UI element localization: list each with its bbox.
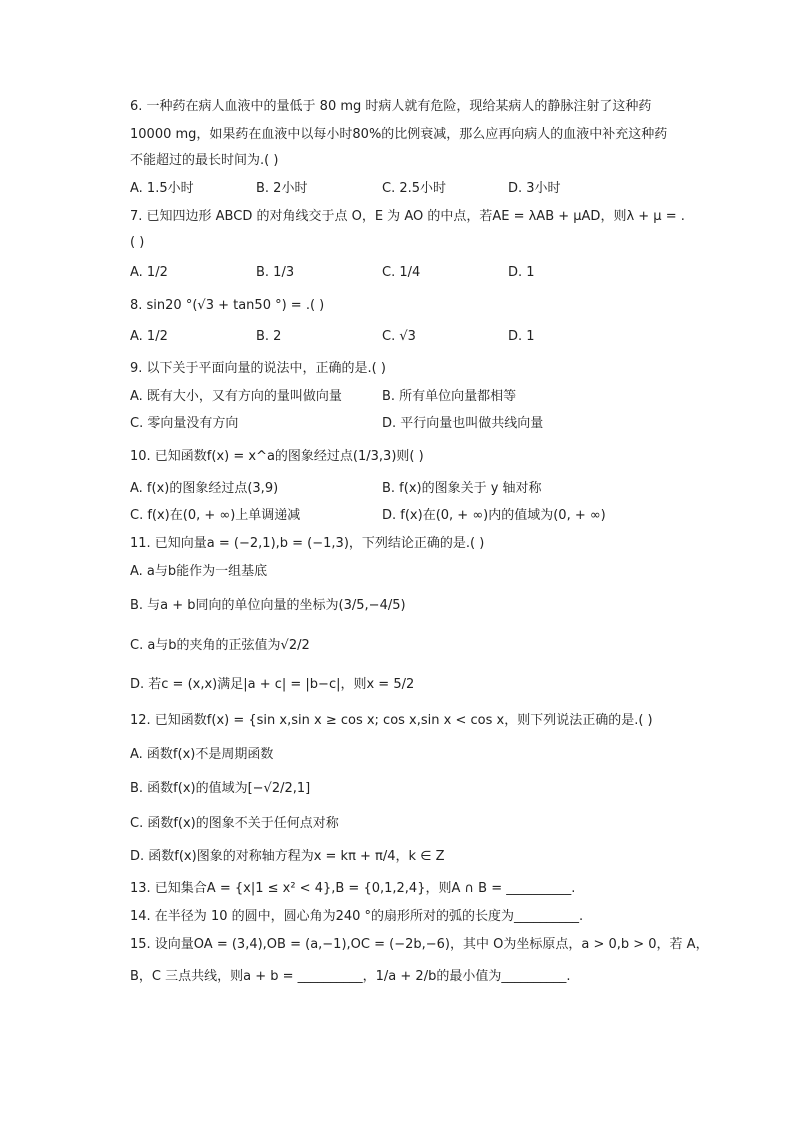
q6-option-d: D. 3小时 (508, 181, 561, 196)
question-13-line-1: 13. 已知集合A = {x|1 ≤ x² < 4},B = {0,1,2,4}，则A ∩ B = __________. (130, 881, 576, 896)
question-12-line-1: 12. 已知函数f(x) = {sin x,sin x ≥ cos x; cos x,sin x < cos x，则下列说法正确的是.( ) (130, 713, 653, 728)
q8-option-b: B. 2 (256, 329, 282, 344)
q8-option-d: D. 1 (508, 329, 535, 344)
q6-option-c: C. 2.5小时 (382, 181, 447, 196)
question-15-line-1: 15. 设向量OA = (3,4),OB = (a,−1),OC = (−2b,−6)，其中 O为坐标原点，a > 0,b > 0，若 A， (130, 937, 709, 952)
q12-option-a: A. 函数f(x)不是周期函数 (130, 747, 274, 762)
question-9-line-1: 9. 以下关于平面向量的说法中，正确的是.( ) (130, 361, 386, 376)
q11-option-a: A. a与b能作为一组基底 (130, 564, 268, 579)
q9-option-a: A. 既有大小，又有方向的量叫做向量 (130, 389, 342, 404)
question-6-line-1: 6. 一种药在病人血液中的量低于 80 mg 时病人就有危险，现给某病人的静脉注射了这种药 (130, 99, 652, 114)
question-15-line-2: B，C 三点共线，则a + b = __________，1/a + 2/b的最小值为__________. (130, 969, 571, 984)
q12-option-c: C. 函数f(x)的图象不关于任何点对称 (130, 816, 339, 831)
q10-option-d: D. f(x)在(0, + ∞)内的值域为(0, + ∞) (382, 508, 606, 523)
q8-option-a: A. 1/2 (130, 329, 168, 344)
q7-option-d: D. 1 (508, 265, 535, 280)
q10-option-b: B. f(x)的图象关于 y 轴对称 (382, 481, 542, 496)
question-6-line-3: 不能超过的最长时间为.( ) (130, 153, 279, 168)
question-7-line-2: ( ) (130, 235, 145, 250)
q9-option-c: C. 零向量没有方向 (130, 416, 239, 431)
q12-option-b: B. 函数f(x)的值域为[−√2/2,1] (130, 781, 311, 796)
q11-option-d: D. 若c = (x,x)满足|a + c| = |b−c|，则x = 5/2 (130, 677, 415, 692)
question-6-line-2: 10000 mg，如果药在血液中以每小时80%的比例衰减，那么应再向病人的血液中补充这种药 (130, 127, 668, 142)
q10-option-c: C. f(x)在(0, + ∞)上单调递减 (130, 508, 301, 523)
q11-option-c: C. a与b的夹角的正弦值为√2/2 (130, 638, 310, 653)
q7-option-c: C. 1/4 (382, 265, 421, 280)
question-10-line-1: 10. 已知函数f(x) = x^a的图象经过点(1/3,3)则( ) (130, 449, 424, 464)
q11-option-b: B. 与a + b同向的单位向量的坐标为(3/5,−4/5) (130, 598, 406, 613)
q9-option-d: D. 平行向量也叫做共线向量 (382, 416, 544, 431)
q6-option-b: B. 2小时 (256, 181, 308, 196)
question-11-line-1: 11. 已知向量a = (−2,1),b = (−1,3)，下列结论正确的是.( ) (130, 536, 485, 551)
question-7-line-1: 7. 已知四边形 ABCD 的对角线交于点 O，E 为 AO 的中点，若AE = λAB + μAD，则λ + μ = . (130, 209, 685, 224)
q8-option-c: C. √3 (382, 329, 416, 344)
q12-option-d: D. 函数f(x)图象的对称轴方程为x = kπ + π/4，k ∈ Z (130, 849, 445, 864)
q6-option-a: A. 1.5小时 (130, 181, 194, 196)
q9-option-b: B. 所有单位向量都相等 (382, 389, 517, 404)
question-14-line-1: 14. 在半径为 10 的圆中，圆心角为240 °的扇形所对的弧的长度为__________. (130, 909, 584, 924)
question-8-line-1: 8. sin20 °(√3 + tan50 °) = .( ) (130, 298, 325, 313)
q10-option-a: A. f(x)的图象经过点(3,9) (130, 481, 279, 496)
q7-option-b: B. 1/3 (256, 265, 295, 280)
q7-option-a: A. 1/2 (130, 265, 168, 280)
